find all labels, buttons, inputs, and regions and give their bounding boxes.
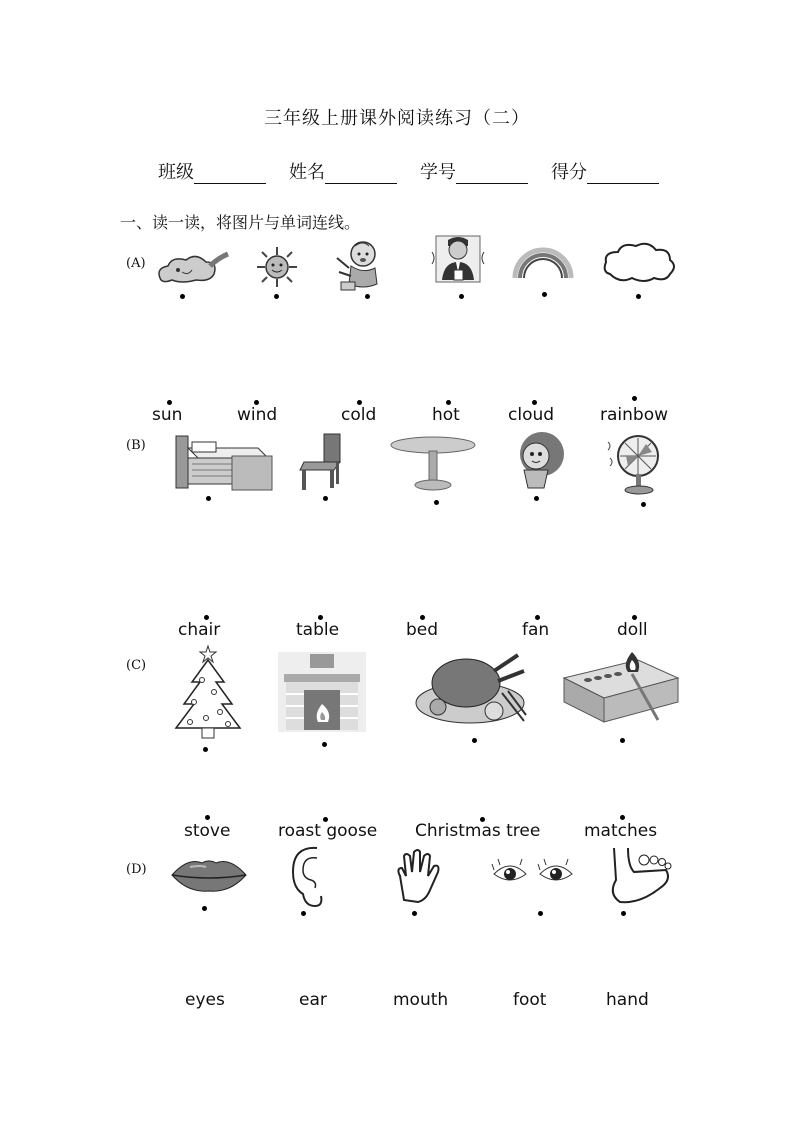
hot-man-icon xyxy=(430,232,486,284)
cold-baby-icon xyxy=(333,238,385,294)
sun-icon xyxy=(255,245,299,289)
word-sun: sun xyxy=(152,405,183,425)
dot-a-pic-6[interactable] xyxy=(636,294,641,299)
rainbow-icon xyxy=(511,244,575,280)
word-eyes: eyes xyxy=(185,990,225,1010)
dot-c-pic-4[interactable] xyxy=(620,738,625,743)
dot-c-pic-1[interactable] xyxy=(203,747,208,752)
ear-icon xyxy=(287,844,331,910)
word-roast-goose: roast goose xyxy=(278,821,378,841)
chair-icon xyxy=(298,432,348,492)
section-d-label: (D) xyxy=(126,862,147,877)
word-ear: ear xyxy=(299,990,327,1010)
hand-icon xyxy=(392,846,446,904)
cloud-icon xyxy=(600,238,678,286)
word-hot: hot xyxy=(432,405,460,425)
dot-b-pic-5[interactable] xyxy=(641,502,646,507)
dot-a-word-6[interactable] xyxy=(632,396,637,401)
christmas-tree-icon xyxy=(170,642,246,742)
dot-b-pic-1[interactable] xyxy=(206,496,211,501)
word-stove: stove xyxy=(184,821,231,841)
wind-cloud-icon xyxy=(152,240,232,290)
bed-icon xyxy=(172,434,274,492)
dot-a-pic-4[interactable] xyxy=(459,294,464,299)
score-label: 得分 xyxy=(551,162,587,183)
word-christmas-tree: Christmas tree xyxy=(415,821,541,841)
word-matches: matches xyxy=(584,821,658,841)
word-rainbow: rainbow xyxy=(600,405,668,425)
table-icon xyxy=(388,435,478,493)
number-field xyxy=(420,158,528,184)
word-cloud: cloud xyxy=(508,405,555,425)
dot-b-pic-4[interactable] xyxy=(534,496,539,501)
score-blank[interactable] xyxy=(587,165,659,184)
word-foot: foot xyxy=(513,990,547,1010)
matches-icon xyxy=(558,646,684,726)
number-label: 学号 xyxy=(420,162,456,183)
eyes-icon xyxy=(490,858,576,888)
class-label: 班级 xyxy=(158,162,194,183)
score-field xyxy=(551,158,659,184)
dot-d-pic-1[interactable] xyxy=(202,906,207,911)
word-table: table xyxy=(296,620,340,640)
name-label: 姓名 xyxy=(289,162,325,183)
word-hand: hand xyxy=(606,990,649,1010)
instruction: 一、读一读，将图片与单词连线。 xyxy=(120,213,361,232)
dot-c-word-4[interactable] xyxy=(620,815,625,820)
word-wind: wind xyxy=(237,405,278,425)
dot-d-pic-3[interactable] xyxy=(412,911,417,916)
dot-a-pic-5[interactable] xyxy=(542,292,547,297)
section-b-label: (B) xyxy=(126,438,146,453)
dot-b-pic-3[interactable] xyxy=(434,500,439,505)
number-blank[interactable] xyxy=(456,165,528,184)
section-a-label: (A) xyxy=(126,256,146,271)
word-doll: doll xyxy=(617,620,648,640)
mouth-icon xyxy=(170,855,248,895)
class-field xyxy=(158,158,266,184)
dot-b-pic-2[interactable] xyxy=(323,496,328,501)
page-title: 三年级上册课外阅读练习（二） xyxy=(264,108,530,129)
word-fan: fan xyxy=(522,620,550,640)
dot-a-pic-3[interactable] xyxy=(365,294,370,299)
dot-a-pic-2[interactable] xyxy=(274,294,279,299)
foot-icon xyxy=(600,846,672,906)
name-blank[interactable] xyxy=(325,165,397,184)
word-mouth: mouth xyxy=(393,990,449,1010)
dot-c-pic-2[interactable] xyxy=(322,742,327,747)
dot-d-pic-5[interactable] xyxy=(621,911,626,916)
dot-c-word-1[interactable] xyxy=(205,815,210,820)
word-chair: chair xyxy=(178,620,221,640)
dot-d-pic-2[interactable] xyxy=(301,911,306,916)
name-field xyxy=(289,158,397,184)
dot-c-pic-3[interactable] xyxy=(472,738,477,743)
word-bed: bed xyxy=(406,620,439,640)
fan-icon xyxy=(604,430,668,496)
stove-icon xyxy=(276,650,368,734)
doll-icon xyxy=(510,432,566,494)
word-cold: cold xyxy=(341,405,377,425)
roast-goose-icon xyxy=(414,645,528,727)
section-c-label: (C) xyxy=(126,658,147,673)
dot-a-pic-1[interactable] xyxy=(180,294,185,299)
dot-d-pic-4[interactable] xyxy=(538,911,543,916)
class-blank[interactable] xyxy=(194,165,266,184)
